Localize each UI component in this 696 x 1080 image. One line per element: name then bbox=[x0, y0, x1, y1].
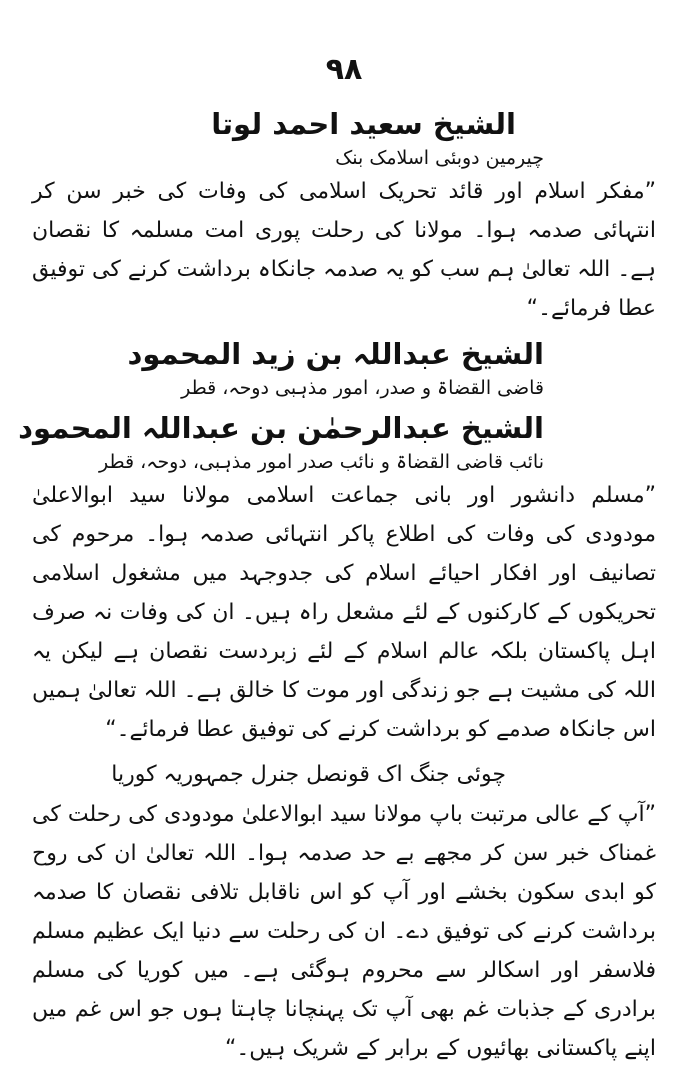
sender-title: قاضی القضاۃ و صدر، امور مذہبی دوحہ، قطر bbox=[181, 377, 544, 399]
sender-title: نائب قاضی القضاۃ و نائب صدر امور مذہبی، دوحہ، قطر bbox=[98, 451, 544, 473]
message-paragraph: ”مسلم دانشور اور بانی جماعت اسلامی مولانا سید ابوالاعلیٰ مودودی کی وفات کی اطلاع پاکر انتہائی صدمہ ہوا۔ مرحوم کی تصانیف اور افکار احیائے اسلام کی جدوجہد میں مشغول اسلامی تحریکوں کے کارکنوں کے لئے مشعل راہ ہیں۔ ان کی وفات نہ صرف اہل پاکستان بلکہ عالم اسلام کے لئے زبردست نقصان ہے لیکن یہ اللہ کی مشیت ہے جو زندگی اور موت کا خالق ہے۔ اللہ تعالیٰ ہمیں اس جانکاہ صدمے کو برداشت کرنے کی توفیق عطا فرمائے۔“ bbox=[32, 483, 656, 742]
sender-name: الشیخ عبداللہ بن زید المحمود bbox=[127, 337, 544, 371]
message-paragraph: ”مفکر اسلام اور قائد تحریک اسلامی کی وفات کی خبر سن کر انتہائی صدمہ ہوا۔ مولانا کی رحلت پوری امت مسلمہ کا نقصان ہے۔ اللہ تعالیٰ ہم سب کو یہ صدمہ جانکاہ برداشت کرنے کی توفیق عطا فرمائے۔“ bbox=[32, 179, 656, 321]
sender-title: چیرمین دوبئی اسلامک بنک bbox=[335, 147, 544, 169]
message-paragraph: ”آپ کے عالی مرتبت باپ مولانا سید ابوالاعلیٰ مودودی کی رحلت کی غمناک خبر سن کر مجھے بے حد صدمہ ہوا۔ اللہ تعالیٰ ان کی روح کو ابدی سکون بخشے اور آپ کو اس ناقابل تلافی نقصان کا صدمہ برداشت کرنے کی توفیق دے۔ ان کی رحلت سے دنیا ایک عظیم مسلم فلاسفر اور اسکالر سے محروم ہوگئی ہے۔ میں کوریا کی مسلم برادری کے جذبات غم بھی آپ تک پہنچانا چاہتا ہوں جو اس غم میں اپنے پاکستانی بھائیوں کے برابر کے شریک ہیں۔“ bbox=[32, 802, 656, 1061]
page-number: ۹۸ bbox=[325, 52, 363, 87]
sender-name: الشیخ سعید احمد لوتا bbox=[211, 107, 516, 141]
sender-name: چوئی جنگ اک قونصل جنرل جمہوریہ کوریا bbox=[111, 762, 506, 787]
sender-name: الشیخ عبدالرحمٰن بن عبداللہ المحمود bbox=[18, 411, 544, 445]
